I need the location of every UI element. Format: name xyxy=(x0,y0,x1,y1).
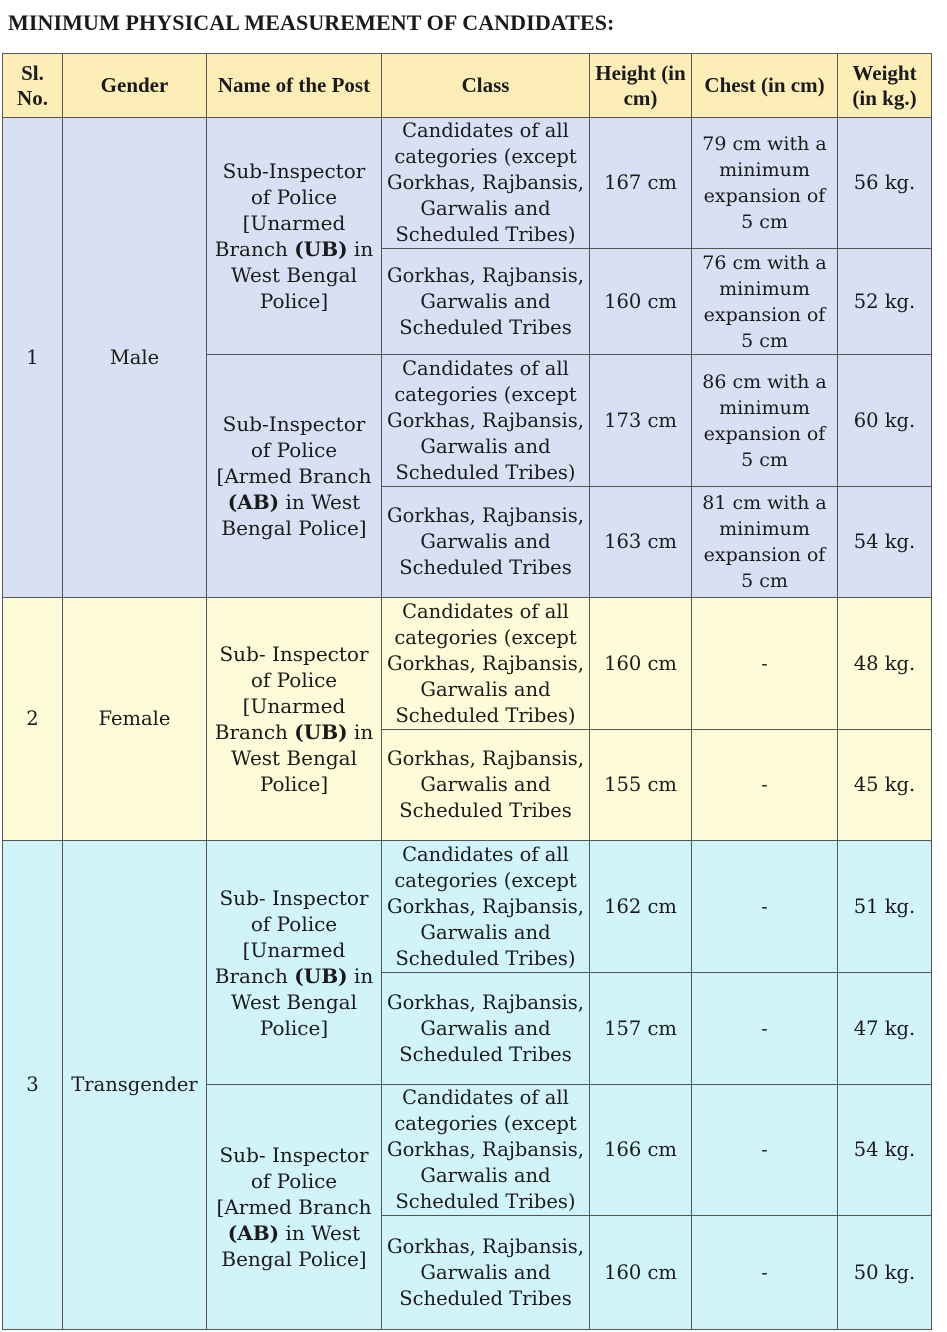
weight-cell: 47 kg. xyxy=(838,973,932,1085)
header-row xyxy=(3,54,932,118)
post-branch-code: (AB) xyxy=(227,490,280,514)
class-cell: Gorkhas, Rajbansis, Garwalis and Scheduled Tribes xyxy=(382,249,590,355)
weight-cell: 54 kg. xyxy=(838,1085,932,1216)
post-name-text: in West Bengal Police] xyxy=(231,720,374,796)
height-cell: 163 cm xyxy=(590,487,692,598)
class-cell: Candidates of all categories (except Gorkhas, Rajbansis, Garwalis and Scheduled Tribes) xyxy=(382,841,590,973)
post-name-text: in West Bengal Police] xyxy=(231,963,374,1040)
height-cell: 160 cm xyxy=(590,598,692,730)
weight-cell: 51 kg. xyxy=(838,841,932,973)
weight-cell: 50 kg. xyxy=(838,1216,932,1330)
weight-cell: 48 kg. xyxy=(838,598,932,730)
class-cell: Gorkhas, Rajbansis, Garwalis and Scheduled Tribes xyxy=(382,973,590,1085)
weight-cell: 56 kg. xyxy=(838,118,932,249)
chest-cell: - xyxy=(692,1216,838,1330)
height-cell: 155 cm xyxy=(590,730,692,841)
header-chest: Chest (in cm) xyxy=(692,54,838,118)
weight-cell: 45 kg. xyxy=(838,730,932,841)
post-cell xyxy=(207,118,382,355)
chest-cell: - xyxy=(692,841,838,973)
post-cell xyxy=(207,841,382,1085)
header-post: Name of the Post xyxy=(207,54,382,118)
post-branch-code: (AB) xyxy=(227,1221,280,1245)
class-cell: Gorkhas, Rajbansis, Garwalis and Scheduled Tribes xyxy=(382,730,590,841)
post-cell xyxy=(207,1085,382,1330)
post-name-text: Sub- Inspector of Police [Unarmed Branch xyxy=(214,885,369,988)
weight-cell: 60 kg. xyxy=(838,355,932,487)
class-cell: Gorkhas, Rajbansis, Garwalis and Scheduled Tribes xyxy=(382,1216,590,1330)
post-name-text: Sub- Inspector of Police [Unarmed Branch xyxy=(214,642,369,744)
post-name-text: in West Bengal Police] xyxy=(221,490,367,540)
chest-cell: 81 cm with a minimum expansion of 5 cm xyxy=(692,487,838,598)
height-cell: 166 cm xyxy=(590,1085,692,1216)
height-cell: 160 cm xyxy=(590,1216,692,1330)
document-title: MINIMUM PHYSICAL MEASUREMENT OF CANDIDATES: xyxy=(8,10,615,35)
chest-cell: 79 cm with a minimum expansion of 5 cm xyxy=(692,118,838,249)
class-cell: Candidates of all categories (except Gorkhas, Rajbansis, Garwalis and Scheduled Tribes) xyxy=(382,598,590,730)
post-cell xyxy=(207,355,382,598)
header-gender: Gender xyxy=(63,54,207,118)
height-cell: 173 cm xyxy=(590,355,692,487)
class-cell: Candidates of all categories (except Gorkhas, Rajbansis, Garwalis and Scheduled Tribes) xyxy=(382,118,590,249)
class-cell: Gorkhas, Rajbansis, Garwalis and Scheduled Tribes xyxy=(382,487,590,598)
post-name-text: Sub-Inspector of Police [Armed Branch xyxy=(216,412,372,488)
table-row xyxy=(3,598,932,730)
height-cell: 167 cm xyxy=(590,118,692,249)
weight-cell: 54 kg. xyxy=(838,487,932,598)
post-branch-code: (UB) xyxy=(294,963,348,988)
table-row xyxy=(3,118,932,249)
post-cell xyxy=(207,598,382,841)
sl-no-cell: 1 xyxy=(3,118,63,598)
table-row xyxy=(3,841,932,973)
header-class: Class xyxy=(382,54,590,118)
chest-cell: 76 cm with a minimum expansion of 5 cm xyxy=(692,249,838,355)
gender-cell: Female xyxy=(63,598,207,841)
chest-cell: - xyxy=(692,598,838,730)
chest-cell: - xyxy=(692,730,838,841)
class-cell: Candidates of all categories (except Gorkhas, Rajbansis, Garwalis and Scheduled Tribes) xyxy=(382,355,590,487)
height-cell: 162 cm xyxy=(590,841,692,973)
post-name-text: in West Bengal Police] xyxy=(231,237,374,313)
chest-cell: 86 cm with a minimum expansion of 5 cm xyxy=(692,355,838,487)
class-cell: Candidates of all categories (except Gorkhas, Rajbansis, Garwalis and Scheduled Tribes) xyxy=(382,1085,590,1216)
height-cell: 160 cm xyxy=(590,249,692,355)
sl-no-cell: 3 xyxy=(3,841,63,1330)
gender-cell: Male xyxy=(63,118,207,598)
gender-cell: Transgender xyxy=(63,841,207,1330)
post-name-text: Sub-Inspector of Police [Unarmed Branch xyxy=(214,159,366,261)
post-name-text: in West Bengal Police] xyxy=(221,1221,367,1271)
height-cell: 157 cm xyxy=(590,973,692,1085)
post-branch-code: (UB) xyxy=(294,720,348,744)
header-sl-no: Sl. No. xyxy=(3,54,63,118)
header-weight: Weight (in kg.) xyxy=(838,54,932,118)
post-name-text: Sub- Inspector of Police [Armed Branch xyxy=(216,1143,372,1219)
post-branch-code: (UB) xyxy=(294,237,348,261)
sl-no-cell: 2 xyxy=(3,598,63,841)
weight-cell: 52 kg. xyxy=(838,249,932,355)
measurement-table xyxy=(2,53,932,1330)
header-height: Height (in cm) xyxy=(590,54,692,118)
chest-cell: - xyxy=(692,973,838,1085)
chest-cell: - xyxy=(692,1085,838,1216)
